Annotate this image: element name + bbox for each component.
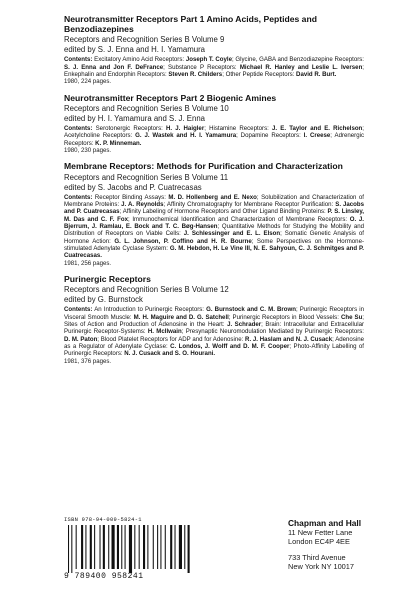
author-names: Che Su [340,313,363,321]
author-names: K. P. Minneman. [95,139,142,147]
book-series: Receptors and Recognition Series B Volume 11 [64,172,229,182]
chapter-title: ; Affinity Chromatography for Membrane Receptor Purification: [163,201,336,209]
barcode-bar [100,525,101,569]
chapter-title: ; Acetylcholine Receptors: [64,125,364,140]
book-entry [64,14,364,86]
barcode-bar [94,525,95,569]
book-editor: edited by H. I. Yamamura and S. J. Enna [64,114,205,124]
barcode-bar [90,525,92,569]
barcode-bar [157,525,158,569]
author-names: N. J. Cusack and S. O. Hourani. [124,350,216,358]
chapter-title: Serotonergic Receptors: [92,125,166,133]
book-editor: edited by S. Jacobs and P. Cuatrecasas [64,182,202,192]
author-names: G. Burnstock and C. M. Brown [206,306,296,314]
chapter-title: ; Enkephalin and Endorphin Receptors: [64,63,364,79]
author-names: S. Jacobs and P. Cuatrecasas [64,201,365,216]
chapter-title: ; Somatic Genetic Analysis of Hormone Action: [64,230,364,245]
barcode-icon [64,525,192,573]
author-names: C. Londos, J. Wolff and D. M. F. Cooper [170,343,290,351]
chapter-title: ; Solubilization and Characterization of Membrane Proteins: [64,193,364,209]
book-series: Receptors and Recognition Series B Volume 9 [64,35,225,45]
author-names: R. J. Haslam and N. J. Cusack [245,335,333,343]
barcode-bar [76,525,77,569]
chapter-title: ; Sites of Action and Production of Adenosine in the Heart: [64,313,364,329]
barcode-bar [85,525,86,569]
book-meta: 1980, 224 pages. [64,78,112,86]
chapter-title: ; Other Peptide Receptors: [222,71,297,79]
chapter-title: ; Presynaptic Neuromodulation Mediated by Purinergic Receptors: [181,328,364,336]
catalog-page [64,14,364,372]
barcode-bar [170,525,172,569]
chapter-title: ; Glycine, GABA and Benzodiazepine Receptors: [231,56,364,64]
book-meta: 1981, 256 pages. [64,259,112,267]
chapter-title: An Introduction to Purinergic Receptors: [92,306,207,314]
barcode-bar [108,525,109,569]
barcode-bar [125,525,126,569]
author-names: G. M. Hebdon, H. Le Vine III, N. E. Sahyoun, C. J. Schmitges and P. Cuatrecasas. [64,245,364,260]
book-series: Receptors and Recognition Series B Volume 10 [64,104,229,114]
publisher-address-line: 11 New Fetter Lane [288,528,353,537]
author-names: M. H. Maguire and D. G. Satchell [133,313,229,321]
contents-label: Contents: [64,125,93,133]
barcode-bar [153,525,154,569]
publisher-block [288,518,388,571]
barcode-bar [165,525,166,569]
author-names: P. S. Linsley, M. Das and C. F. Fox [64,208,364,223]
book-meta: 1980, 230 pages. [64,147,112,155]
book-title: Membrane Receptors: Methods for Purification and Characterization [64,161,343,172]
contents-label: Contents: [64,193,93,201]
chapter-title: ; Affinity Labeling of Hormone Receptors and Other Ligand Binding Proteins: [119,208,328,216]
publisher-address-line: 733 Third Avenue [288,553,346,562]
book-contents [64,306,364,357]
chapter-title: ; Blood Platelet Receptors for ADP and for Adenosine: [97,335,246,343]
barcode-bar [103,525,105,569]
barcode-bar [117,525,119,569]
barcode-bar [179,525,182,569]
author-names: M. D. Hollenberg and E. Nexo [168,193,257,201]
author-names: D. M. Paton [64,335,98,343]
book-contents [64,56,364,78]
author-names: I. Creese [303,132,331,140]
barcode-bar [71,525,72,573]
author-names: H. J. Haigler [166,125,205,133]
author-names: Joseph T. Coyle [185,56,232,64]
chapter-title: ; Dopamine Receptors: [236,132,304,140]
book-series: Receptors and Recognition Series B Volume 12 [64,285,229,295]
author-names: J. Schlessinger and E. L. Elson [183,230,281,238]
author-names: H. McIlwain [147,328,182,336]
chapter-title: ; Substance P Receptors: [163,63,240,71]
barcode-bar [139,525,140,569]
book-contents [64,125,364,147]
book-entry [64,274,364,365]
chapter-title: ; Some Perspectives on the Hormone-stimulated Adenylate Cyclase System: [64,237,364,253]
chapter-title: ; Purinergic Receptors in Blood Vessels: [228,313,341,321]
barcode-bar [68,525,69,573]
book-title: Purinergic Receptors [64,274,151,285]
barcode-bar [121,525,122,569]
contents-label: Contents: [64,56,93,64]
barcode-bar [184,525,185,569]
chapter-title: ; Immunochemical Identification and Characterization of Membrane Receptors: [127,215,350,223]
barcode-bar [129,525,132,573]
isbn-text: ISBN 978-94-009-5824-1 [64,517,142,523]
book-contents [64,194,364,260]
author-names: J. E. Taylor and E. Richelson [272,125,363,133]
barcode-bar [147,525,148,569]
chapter-title: ; Photo-Affinity Labelling of Purinergic Receptors: [64,343,364,358]
book-editor: edited by G. Burnstock [64,295,143,305]
barcode-bar [134,525,135,569]
barcode-bar [160,525,161,569]
author-names: David R. Burt. [296,71,337,79]
barcode-bar [112,525,115,569]
chapter-title: ; Histamine Receptors: [204,125,272,133]
publisher-address-line: London EC4P 4EE [288,537,350,546]
isbn-barcode [64,517,214,581]
chapter-title: ; Adenosine as a Regulator of Adenylate Cyclase: [64,335,364,351]
author-names: Steven R. Childers [168,71,223,79]
book-entry [64,161,364,267]
book-editor: edited by S. J. Enna and H. I. Yamamura [64,45,205,55]
barcode-bar [188,525,190,573]
barcode-bar [175,525,176,569]
barcode-digits: 9 789400 958241 [64,572,144,581]
author-names: S. J. Enna and Jon F. DeFrance [64,63,164,71]
book-title: Neurotransmitter Receptors Part 1 Amino Acids, Peptides and Benzodiazepines [64,14,317,35]
book-meta: 1981, 376 pages. [64,357,112,365]
chapter-title: ; Purinergic Receptors in Visceral Smooth Muscle: [64,306,364,321]
chapter-title: ; Brain: Intracellular and Extracellular Purinergic Receptor-Systems: [64,321,364,336]
author-names: Michael R. Hanley and Leslie L. Iversen [239,63,363,71]
chapter-title: ; Quantitative Methods for Studying the Mobility and Distribution of Receptors on Viable Cells: [64,223,364,238]
chapter-title: Receptor Binding Assays: [92,193,169,201]
chapter-title: ; Adrenergic Receptors: [64,132,364,147]
author-names: O. J. Bjerrum, J. Ramlau, E. Bock and T. C. Bøg-Hansen [64,215,364,231]
publisher-name: Chapman and Hall [288,518,362,528]
author-names: G. L. Johnson, P. Coffino and H. R. Bourne [114,237,252,245]
contents-label: Contents: [64,306,93,314]
book-entry [64,93,364,155]
author-names: G. J. Wastek and H. I. Yamamura [135,132,237,140]
barcode-bar [143,525,145,569]
barcode-bar [81,525,83,569]
book-title: Neurotransmitter Receptors Part 2 Biogenic Amines [64,92,277,103]
chapter-title: Excitatory Amino Acid Receptors: [92,56,186,64]
author-names: J. A. Reynolds [121,201,164,209]
author-names: J. Schrader [227,321,262,329]
publisher-address-line: New York NY 10017 [288,562,355,571]
